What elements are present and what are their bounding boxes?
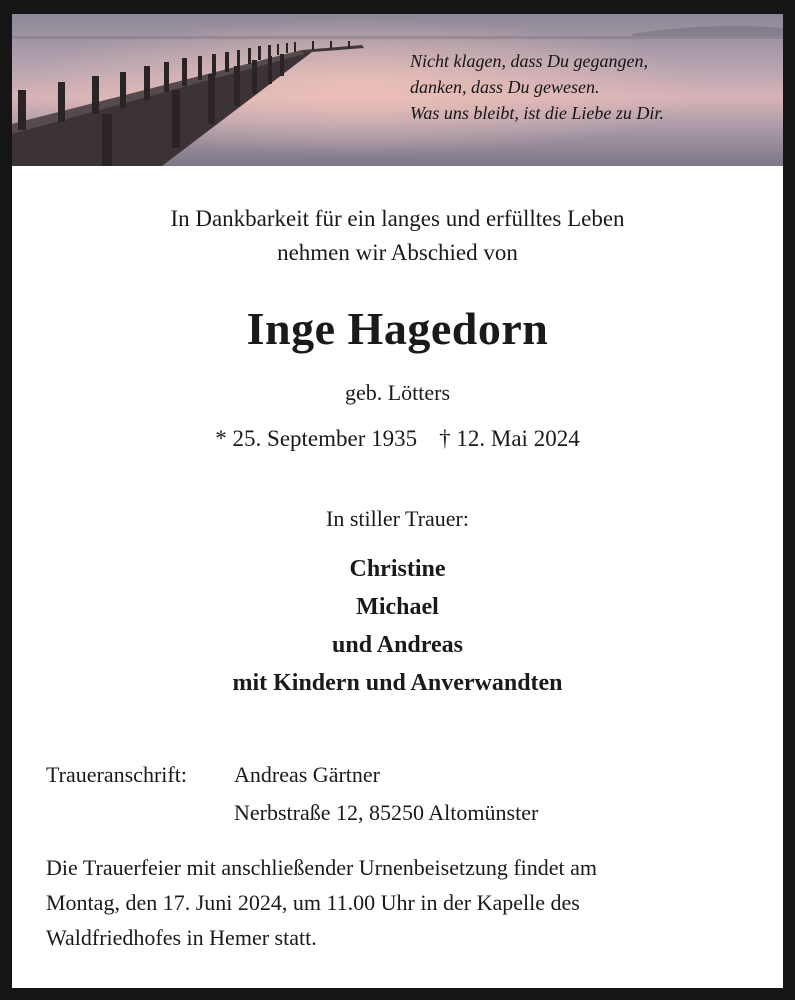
ceremony-line: Waldfriedhofes in Hemer statt. xyxy=(46,925,317,950)
mourning-label: In stiller Trauer: xyxy=(326,506,469,531)
family-member: mit Kindern und Anverwandten xyxy=(232,670,563,696)
ceremony-line: Montag, den 17. Juni 2024, um 11.00 Uhr in der Kapelle des xyxy=(46,890,580,915)
death-date: † 12. Mai 2024 xyxy=(439,426,580,451)
birth-date: * 25. September 1935 xyxy=(215,426,418,451)
intro-text xyxy=(12,202,783,270)
intro-line: nehmen wir Abschied von xyxy=(277,240,518,265)
mourning-address xyxy=(46,756,538,832)
intro-line: In Dankbarkeit für ein langes und erfülltes Leben xyxy=(170,206,625,231)
ceremony-line: Die Trauerfeier mit anschließender Urnenbeisetzung findet am xyxy=(46,855,598,880)
family-member: Christine xyxy=(349,556,446,582)
quote-line: Was uns bleibt, ist die Liebe zu Dir. xyxy=(410,103,664,123)
ceremony-info xyxy=(46,850,766,955)
birth-name: geb. Lötters xyxy=(344,380,451,405)
banner-image xyxy=(12,14,783,166)
life-dates xyxy=(12,426,783,452)
deceased-name: Inge Hagedorn xyxy=(246,303,549,354)
address-name: Andreas Gärtner xyxy=(234,762,380,787)
quote-line: danken, dass Du gewesen. xyxy=(410,77,600,97)
memorial-quote xyxy=(410,48,770,126)
family-member: Michael xyxy=(356,594,439,620)
quote-line: Nicht klagen, dass Du gegangen, xyxy=(410,51,648,71)
family-list xyxy=(12,550,783,702)
address-street: Nerbstraße 12, 85250 Altomünster xyxy=(234,800,539,825)
family-member: und Andreas xyxy=(332,632,463,658)
address-label: Traueranschrift: xyxy=(46,762,187,787)
